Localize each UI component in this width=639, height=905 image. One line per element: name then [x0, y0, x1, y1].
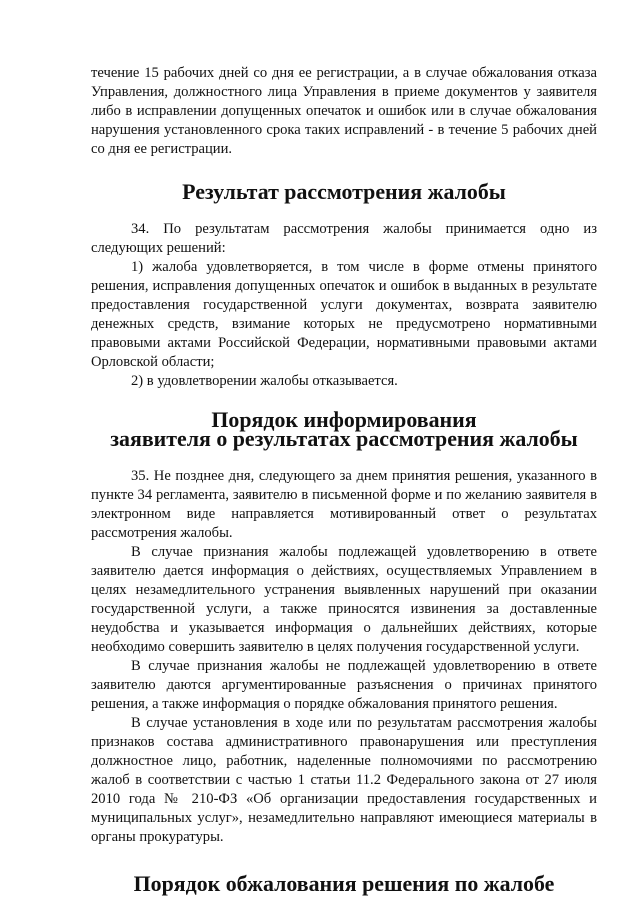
section-35-paragraph-3: В случае признания жалобы не подлежащей удовлетворению в ответе заявителю даются аргументированные разъяснения о причинах принятого решения, а также информация о порядке обжалования принятого решения.	[91, 658, 597, 712]
section-34-item-1: 1) жалоба удовлетворяется, в том числе в форме отмены принятого решения, исправления допущенных опечаток и ошибок в выданных в результате предоставления государственной услуги документах, возврата заявителю денежных средств, взимание которых не предусмотрено нормативными правовыми актами Российской Федерации, нормативными правовыми актами Орловской области;	[91, 259, 597, 370]
heading-appeal-decision: Порядок обжалования решения по жалобе	[133, 871, 555, 896]
section-35-paragraph-2: В случае признания жалобы подлежащей удовлетворению в ответе заявителю дается информация о действиях, осуществляемых Управлением в целях незамедлительного устранения выявленных нарушений при оказании государственной услуги, а также приносятся извинения за доставленные неудобства и указывается информация о дальнейших действиях, которые необходимо совершить заявителю в целях получения государственной услуги.	[91, 544, 597, 655]
section-35-paragraph-4: В случае установления в ходе или по результатам рассмотрения жалобы признаков состава административного правонарушения или преступления должностное лицо, работник, наделенные полномочиями по рассмотрению жалоб в соответствии с частью 1 статьи 11.2 Федерального закона от 27 июля 2010 года № 210-ФЗ «Об организации предоставления государственных и муниципальных услуг», незамедлительно направляют имеющиеся материалы в органы прокуратуры.	[91, 715, 597, 845]
section-34	[91, 220, 597, 391]
intro-paragraph: течение 15 рабочих дней со дня ее регистрации, а в случае обжалования отказа Управления, должностного лица Управления в приеме документов у заявителя либо в исправлении допущенных опечаток и ошибок или в случае обжалования нарушения установленного срока таких исправлений - в течение 5 рабочих дней со дня ее регистрации.	[91, 65, 597, 157]
section-35	[91, 467, 597, 847]
heading-complaint-result: Результат рассмотрения жалобы	[182, 179, 506, 204]
document-body	[91, 64, 597, 896]
section-35-paragraph-1: 35. Не позднее дня, следующего за днем принятия решения, указанного в пункте 34 регламента, заявителю в письменной форме и по желанию заявителя в электронном виде направляется мотивированный ответ о результатах рассмотрения жалобы.	[91, 468, 597, 541]
heading-inform-applicant	[91, 407, 597, 451]
heading-inform-line-2: заявителя о результатах рассмотрения жалобы	[110, 426, 578, 451]
section-34-intro: 34. По результатам рассмотрения жалобы принимается одно из следующих решений:	[91, 221, 597, 256]
heading-inform-line-1: Порядок информирования	[211, 407, 477, 432]
section-34-item-2: 2) в удовлетворении жалобы отказывается.	[131, 373, 398, 389]
